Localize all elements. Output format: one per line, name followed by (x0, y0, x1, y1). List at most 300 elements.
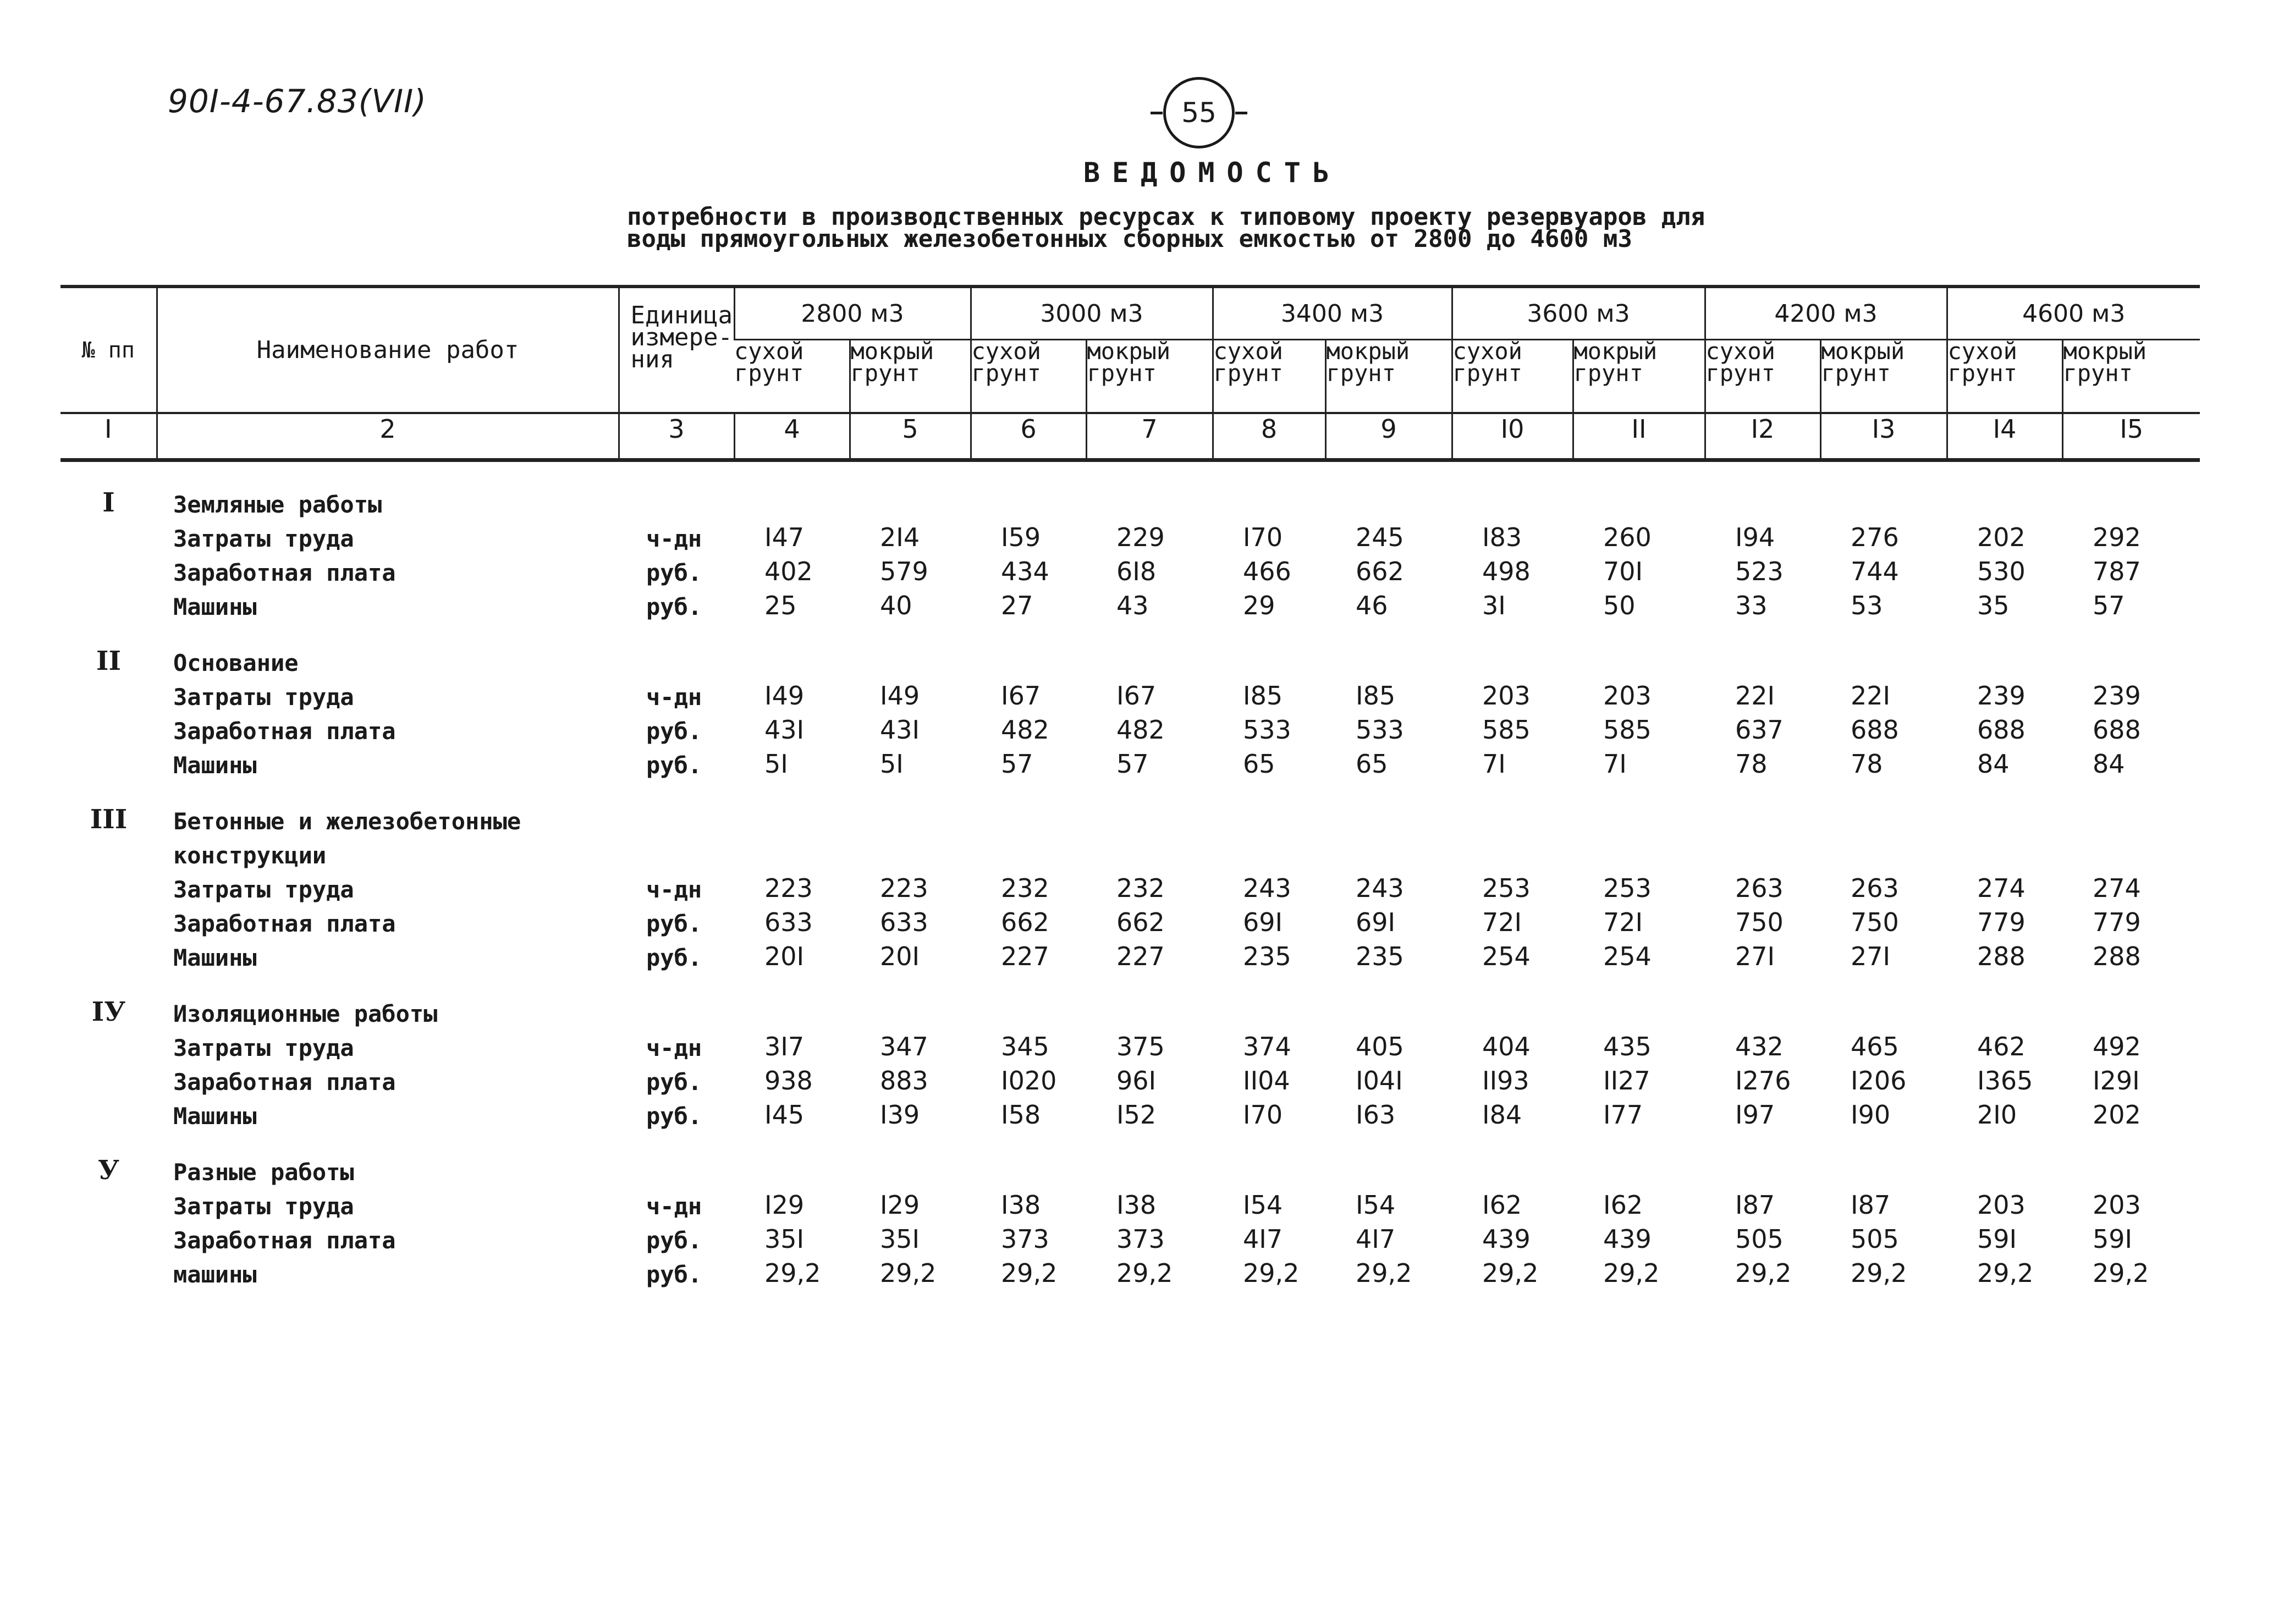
value-cell: 254 (1482, 942, 1531, 971)
value-cell: 227 (1001, 942, 1049, 971)
value-cell: I62 (1482, 1190, 1522, 1220)
empty-cell (60, 1186, 157, 1220)
empty-cell (1820, 1130, 1947, 1186)
work-name: Затраты труда (173, 1193, 354, 1220)
value-cell: 43I (880, 715, 920, 745)
value-cell: 5I (880, 749, 904, 779)
empty-cell (850, 835, 971, 869)
section-number: II (96, 646, 121, 676)
empty-cell (1325, 620, 1452, 676)
empty-cell (1213, 460, 1325, 519)
empty-cell (1452, 460, 1573, 519)
value-cell: 223 (764, 873, 813, 903)
header-unit: Единица измере- ния (619, 287, 734, 413)
value-cell: 585 (1603, 715, 1652, 745)
empty-cell (60, 1061, 157, 1095)
empty-cell (734, 835, 850, 869)
value-cell: 288 (1977, 942, 2026, 971)
work-name: Машины (173, 944, 257, 971)
table-row (60, 676, 2200, 711)
value-cell: 750 (1851, 907, 1899, 937)
empty-cell (2062, 835, 2200, 869)
value-cell: I84 (1482, 1100, 1522, 1130)
value-cell: 29,2 (764, 1258, 821, 1288)
value-cell: 65 (1243, 749, 1275, 779)
value-cell: 53 (1851, 591, 1883, 620)
value-cell: 439 (1603, 1224, 1652, 1254)
header-dry-soil: сухой грунт (1452, 340, 1573, 414)
value-cell: 203 (2093, 1190, 2141, 1220)
column-numbers-row (60, 413, 2200, 460)
section-heading-row (60, 620, 2200, 676)
value-cell: 345 (1001, 1032, 1049, 1061)
value-cell: 57 (2093, 591, 2125, 620)
empty-cell (60, 1254, 157, 1288)
value-cell: I020 (1001, 1066, 1057, 1095)
value-cell: 435 (1603, 1032, 1652, 1061)
value-cell: 5I (764, 749, 788, 779)
value-cell: 523 (1735, 557, 1784, 586)
value-cell: 29,2 (880, 1258, 937, 1288)
table-row (60, 903, 2200, 937)
empty-cell (734, 779, 850, 835)
value-cell: 27I (1851, 942, 1891, 971)
value-cell: 253 (1603, 873, 1652, 903)
value-cell: II27 (1603, 1066, 1650, 1095)
section-heading-row (60, 971, 2200, 1027)
value-cell: 27I (1735, 942, 1775, 971)
empty-cell (619, 620, 734, 676)
value-cell: 465 (1851, 1032, 1899, 1061)
unit: руб. (646, 752, 702, 779)
unit: руб. (646, 718, 702, 745)
value-cell: I67 (1116, 681, 1157, 711)
value-cell: 787 (2093, 557, 2141, 586)
empty-cell (1573, 460, 1705, 519)
unit: руб. (646, 559, 702, 586)
value-cell: I52 (1116, 1100, 1157, 1130)
empty-cell (1213, 971, 1325, 1027)
empty-cell (971, 620, 1086, 676)
value-cell: I38 (1116, 1190, 1157, 1220)
work-name: Затраты труда (173, 1034, 354, 1061)
value-cell: 2I4 (880, 522, 920, 552)
value-cell: I63 (1356, 1100, 1396, 1130)
empty-cell (1820, 779, 1947, 835)
column-number: I3 (1820, 413, 1947, 460)
value-cell: 33 (1735, 591, 1768, 620)
section-number: У (98, 1155, 119, 1186)
value-cell: 203 (1482, 681, 1531, 711)
value-cell: I38 (1001, 1190, 1041, 1220)
work-name: Машины (173, 593, 257, 620)
empty-cell (1452, 779, 1573, 835)
header-volume: 3600 м3 (1452, 287, 1705, 340)
value-cell: 432 (1735, 1032, 1784, 1061)
empty-cell (1213, 620, 1325, 676)
empty-cell (1086, 460, 1213, 519)
value-cell: 243 (1356, 873, 1404, 903)
section-heading-row (60, 460, 2200, 519)
value-cell: 59I (1977, 1224, 2017, 1254)
value-cell: 7I (1482, 749, 1506, 779)
table-row (60, 518, 2200, 552)
value-cell: 662 (1116, 907, 1165, 937)
value-cell: 235 (1356, 942, 1404, 971)
header-dry-soil: сухой грунт (734, 338, 804, 387)
empty-cell (1820, 835, 1947, 869)
empty-cell (850, 460, 971, 519)
value-cell: 27 (1001, 591, 1033, 620)
empty-cell (1086, 971, 1213, 1027)
column-number: II (1573, 413, 1705, 460)
value-cell: 78 (1735, 749, 1768, 779)
value-cell: 43I (764, 715, 805, 745)
value-cell: 260 (1603, 522, 1652, 552)
value-cell: 3I7 (764, 1032, 805, 1061)
table-row (60, 1027, 2200, 1061)
work-name: Заработная плата (173, 910, 396, 937)
empty-cell (1820, 620, 1947, 676)
value-cell: 402 (764, 557, 813, 586)
value-cell: 57 (1116, 749, 1149, 779)
work-name: Затраты труда (173, 525, 354, 552)
value-cell: 4I7 (1243, 1224, 1283, 1254)
resources-table (60, 285, 2200, 1288)
value-cell: 227 (1116, 942, 1165, 971)
empty-cell (1947, 971, 2062, 1027)
value-cell: 533 (1356, 715, 1404, 745)
value-cell: II04 (1243, 1066, 1290, 1095)
value-cell: I206 (1851, 1066, 1907, 1095)
value-cell: 232 (1001, 873, 1049, 903)
empty-cell (619, 971, 734, 1027)
value-cell: 2I0 (1977, 1100, 2017, 1130)
empty-cell (1705, 835, 1820, 869)
column-number: 6 (971, 413, 1086, 460)
value-cell: 375 (1116, 1032, 1165, 1061)
value-cell: 750 (1735, 907, 1784, 937)
empty-cell (60, 586, 157, 620)
work-name: Затраты труда (173, 684, 354, 711)
value-cell: 347 (880, 1032, 928, 1061)
unit: руб. (646, 1069, 702, 1095)
header-dry-soil: сухой грунт (971, 340, 1086, 414)
value-cell: 744 (1851, 557, 1899, 586)
table-row (60, 1095, 2200, 1130)
section-title: конструкции (173, 842, 327, 869)
empty-cell (971, 779, 1086, 835)
value-cell: II93 (1482, 1066, 1529, 1095)
value-cell: 585 (1482, 715, 1531, 745)
value-cell: 46 (1356, 591, 1388, 620)
value-cell: 59I (2093, 1224, 2133, 1254)
empty-cell (60, 676, 157, 711)
empty-cell (1705, 460, 1820, 519)
empty-cell (1325, 835, 1452, 869)
work-name: Машины (173, 752, 257, 779)
table-row (60, 586, 2200, 620)
value-cell: 72I (1482, 907, 1522, 937)
value-cell: 633 (764, 907, 813, 937)
value-cell: 662 (1001, 907, 1049, 937)
column-number: 5 (850, 413, 971, 460)
column-number: I2 (1705, 413, 1820, 460)
table-row (60, 1061, 2200, 1095)
value-cell: 274 (1977, 873, 2026, 903)
value-cell: 373 (1116, 1224, 1165, 1254)
work-name: Заработная плата (173, 1227, 396, 1254)
work-name: машины (173, 1261, 257, 1288)
value-cell: 84 (1977, 749, 2010, 779)
value-cell: 505 (1735, 1224, 1784, 1254)
empty-cell (1086, 779, 1213, 835)
value-cell: I70 (1243, 1100, 1283, 1130)
value-cell: 232 (1116, 873, 1165, 903)
unit: ч-дн (646, 1034, 702, 1061)
section-heading-row (60, 835, 2200, 869)
value-cell: I59 (1001, 522, 1041, 552)
value-cell: 20I (880, 942, 920, 971)
value-cell: 505 (1851, 1224, 1899, 1254)
empty-cell (1452, 835, 1573, 869)
value-cell: 662 (1356, 557, 1404, 586)
value-cell: 223 (880, 873, 928, 903)
empty-cell (1086, 620, 1213, 676)
value-cell: 35I (880, 1224, 920, 1254)
value-cell: 29,2 (1482, 1258, 1539, 1288)
value-cell: 29,2 (1001, 1258, 1058, 1288)
value-cell: I87 (1735, 1190, 1775, 1220)
value-cell: 29,2 (1116, 1258, 1173, 1288)
value-cell: 29,2 (1851, 1258, 1907, 1288)
value-cell: 70I (1603, 557, 1643, 586)
empty-cell (60, 745, 157, 779)
empty-cell (2062, 460, 2200, 519)
column-number: 2 (157, 413, 619, 460)
value-cell: I97 (1735, 1100, 1775, 1130)
value-cell: 938 (764, 1066, 813, 1095)
header-dry-soil: сухой грунт (1213, 340, 1325, 414)
empty-cell (1947, 835, 2062, 869)
empty-cell (1213, 1130, 1325, 1186)
value-cell: 235 (1243, 942, 1291, 971)
work-name: Машины (173, 1103, 257, 1130)
header-dry-soil: сухой грунт (1947, 340, 2062, 414)
empty-cell (1325, 779, 1452, 835)
unit: руб. (646, 1261, 702, 1288)
empty-cell (1325, 460, 1452, 519)
empty-cell (971, 460, 1086, 519)
empty-cell (619, 835, 734, 869)
value-cell: 3I (1482, 591, 1506, 620)
value-cell: 462 (1977, 1032, 2026, 1061)
value-cell: I87 (1851, 1190, 1891, 1220)
value-cell: 40 (880, 591, 912, 620)
value-cell: 25 (764, 591, 797, 620)
value-cell: 263 (1735, 873, 1784, 903)
value-cell: 84 (2093, 749, 2125, 779)
value-cell: 405 (1356, 1032, 1404, 1061)
value-cell: I62 (1603, 1190, 1643, 1220)
value-cell: 29,2 (1603, 1258, 1660, 1288)
table-row (60, 1254, 2200, 1288)
table-row (60, 745, 2200, 779)
value-cell: 50 (1603, 591, 1636, 620)
value-cell: I67 (1001, 681, 1041, 711)
empty-cell (1820, 971, 1947, 1027)
value-cell: 633 (880, 907, 928, 937)
empty-cell (1452, 620, 1573, 676)
section-title: Изоляционные работы (173, 1000, 438, 1027)
value-cell: I276 (1735, 1066, 1791, 1095)
unit: ч-дн (646, 1193, 702, 1220)
value-cell: 7I (1603, 749, 1627, 779)
value-cell: I45 (764, 1100, 805, 1130)
value-cell: 533 (1243, 715, 1291, 745)
value-cell: I29 (764, 1190, 805, 1220)
subtitle-line-2: воды прямоугольных железобетонных сборных емкостью от 2800 до 4600 м3 (627, 225, 1632, 253)
value-cell: 292 (2093, 522, 2141, 552)
value-cell: 498 (1482, 557, 1531, 586)
page-number-text: 55 (1181, 97, 1217, 129)
value-cell: 229 (1116, 522, 1165, 552)
value-cell: 779 (2093, 907, 2141, 937)
empty-cell (850, 620, 971, 676)
empty-cell (971, 971, 1086, 1027)
empty-cell (2062, 1130, 2200, 1186)
header-wet-soil: мокрый грунт (1086, 340, 1213, 414)
work-name: Затраты труда (173, 876, 354, 903)
empty-cell (619, 460, 734, 519)
empty-cell (1213, 779, 1325, 835)
value-cell: 6I8 (1116, 557, 1157, 586)
value-cell: 43 (1116, 591, 1149, 620)
empty-cell (1452, 1130, 1573, 1186)
header-volume: 3000 м3 (971, 287, 1213, 340)
empty-cell (1705, 620, 1820, 676)
header-wet-soil: мокрый грунт (850, 340, 971, 414)
value-cell: I29I (2093, 1066, 2140, 1095)
value-cell: 29 (1243, 591, 1275, 620)
value-cell: I49 (880, 681, 920, 711)
empty-cell (971, 1130, 1086, 1186)
value-cell: 29,2 (1243, 1258, 1300, 1288)
value-cell: I85 (1356, 681, 1396, 711)
value-cell: 96I (1116, 1066, 1157, 1095)
value-cell: 288 (2093, 942, 2141, 971)
unit: руб. (646, 1227, 702, 1254)
value-cell: I54 (1243, 1190, 1283, 1220)
value-cell: I39 (880, 1100, 920, 1130)
section-title: Бетонные и железобетонные (173, 808, 521, 835)
table-row (60, 937, 2200, 971)
section-title: Разные работы (173, 1159, 354, 1186)
empty-cell (850, 971, 971, 1027)
value-cell: 69I (1356, 907, 1396, 937)
value-cell: 482 (1001, 715, 1049, 745)
column-number: I4 (1947, 413, 2062, 460)
page-number (1163, 77, 1235, 148)
work-name: Заработная плата (173, 559, 396, 586)
value-cell: 492 (2093, 1032, 2141, 1061)
header-work-name: Наименование работ (157, 287, 619, 413)
value-cell: 466 (1243, 557, 1291, 586)
empty-cell (60, 937, 157, 971)
empty-cell (1573, 620, 1705, 676)
value-cell: 78 (1851, 749, 1883, 779)
value-cell: 202 (1977, 522, 2026, 552)
value-cell: 203 (1977, 1190, 2026, 1220)
empty-cell (60, 1027, 157, 1061)
value-cell: 35 (1977, 591, 2010, 620)
value-cell: 637 (1735, 715, 1784, 745)
empty-cell (619, 1130, 734, 1186)
table-body (60, 460, 2200, 1289)
value-cell: 239 (1977, 681, 2026, 711)
value-cell: 254 (1603, 942, 1652, 971)
header-wet-soil: мокрый грунт (2062, 340, 2200, 414)
value-cell: 20I (764, 942, 805, 971)
unit: руб. (646, 1103, 702, 1130)
value-cell: 434 (1001, 557, 1049, 586)
column-number: 3 (619, 413, 734, 460)
empty-cell (1325, 1130, 1452, 1186)
column-number: I5 (2062, 413, 2200, 460)
empty-cell (2062, 779, 2200, 835)
section-number: I (102, 487, 115, 518)
empty-cell (1947, 779, 2062, 835)
value-cell: 29,2 (1356, 1258, 1412, 1288)
value-cell: I83 (1482, 522, 1522, 552)
empty-cell (1213, 835, 1325, 869)
empty-cell (2062, 971, 2200, 1027)
value-cell: 29,2 (1735, 1258, 1792, 1288)
section-heading-row (60, 779, 2200, 835)
empty-cell (1705, 779, 1820, 835)
value-cell: 688 (1977, 715, 2026, 745)
value-cell: 274 (2093, 873, 2141, 903)
empty-cell (850, 779, 971, 835)
header-wet-soil: мокрый грунт (1573, 340, 1705, 414)
unit: ч-дн (646, 684, 702, 711)
value-cell: I365 (1977, 1066, 2033, 1095)
value-cell: I58 (1001, 1100, 1041, 1130)
unit: ч-дн (646, 876, 702, 903)
empty-cell (1086, 835, 1213, 869)
value-cell: 530 (1977, 557, 2026, 586)
document-title: ВЕДОМОСТЬ (1083, 157, 1341, 189)
unit: руб. (646, 593, 702, 620)
value-cell: 72I (1603, 907, 1643, 937)
value-cell: 404 (1482, 1032, 1531, 1061)
header-dry-soil: сухой грунт (1705, 340, 1820, 414)
empty-cell (1452, 971, 1573, 1027)
value-cell: I47 (764, 522, 805, 552)
value-cell: 263 (1851, 873, 1899, 903)
empty-cell (619, 779, 734, 835)
empty-cell (1573, 1130, 1705, 1186)
unit: руб. (646, 944, 702, 971)
work-name: Заработная плата (173, 1069, 396, 1095)
column-number: I (60, 413, 157, 460)
document-subtitle (627, 203, 1716, 253)
value-cell: I85 (1243, 681, 1283, 711)
section-number (60, 835, 157, 869)
empty-cell (734, 620, 850, 676)
section-title: Основание (173, 649, 299, 676)
empty-cell (60, 552, 157, 586)
